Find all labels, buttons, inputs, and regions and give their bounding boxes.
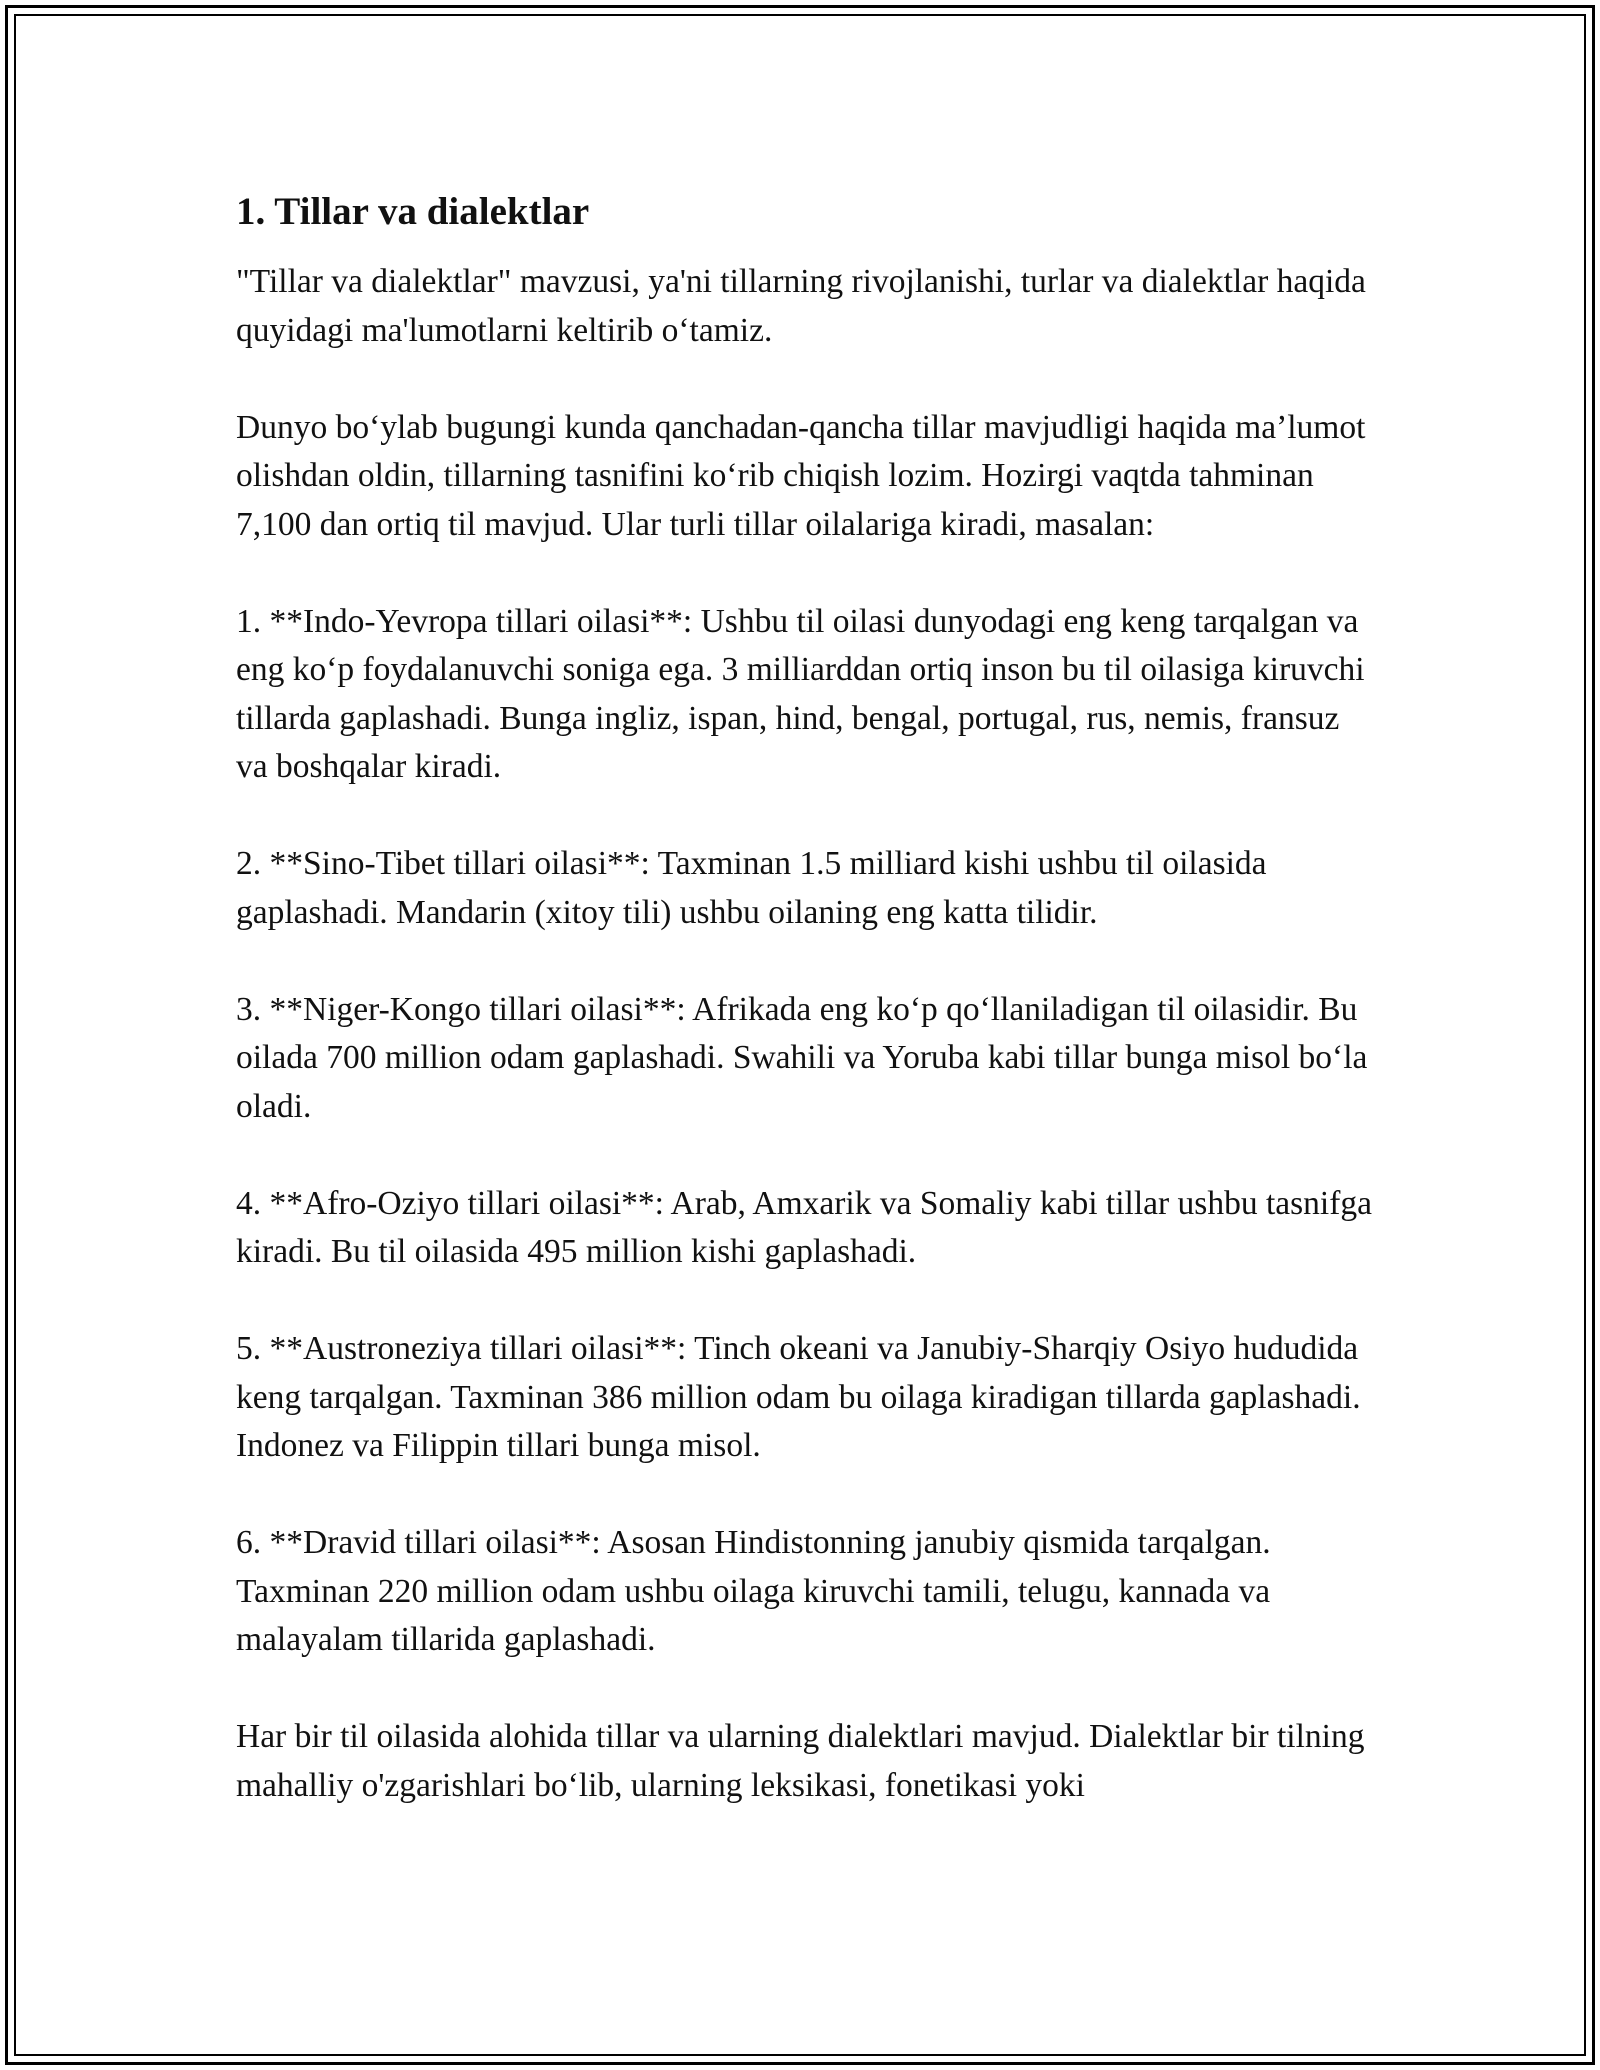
list-item-dravidian: 6. **Dravid tillari oilasi**: Asosan Hindistonning janubiy qismida tarqalgan. Taxminan 220 million odam ushbu oilaga kiruvchi tamili, telugu, kannada va malayalam tillarida gaplashadi. bbox=[236, 1524, 1271, 1658]
overview-paragraph: Dunyo bo‘ylab bugungi kunda qanchadan-qancha tillar mavjudligi haqida ma’lumot olishdan oldin, tillarning tasnifini ko‘rib chiqish lozim. Hozirgi vaqtda tahminan 7,100 dan ortiq til mavjud. Ular turli tillar oilalariga kiradi, masalan: bbox=[236, 408, 1366, 543]
list-item-afro-asiatic: 4. **Afro-Oziyo tillari oilasi**: Arab, Amxarik va Somaliy kabi tillar ushbu tasnifga kiradi. Bu til oilasida 495 million kishi gaplashadi. bbox=[236, 1184, 1373, 1270]
list-item-niger-congo: 3. **Niger-Kongo tillari oilasi**: Afrikada eng ko‘p qo‘llaniladigan til oilasidir. Bu oilada 700 million odam gaplashadi. Swahili va Yoruba kabi tillar bunga misol bo‘la oladi. bbox=[236, 990, 1368, 1125]
closing-paragraph: Har bir til oilasida alohida tillar va ularning dialektlari mavjud. Dialektlar bir tilning mahalliy o'zgarishlari bo‘lib, ularning leksikasi, fonetikasi yoki bbox=[236, 1718, 1365, 1804]
section-heading: 1. Tillar va dialektlar bbox=[236, 190, 590, 233]
document-body bbox=[236, 186, 1376, 1810]
list-item-sino-tibetan: 2. **Sino-Tibet tillari oilasi**: Taxminan 1.5 milliard kishi ushbu til oilasida gaplashadi. Mandarin (xitoy tili) ushbu oilaning eng katta tilidir. bbox=[236, 845, 1267, 931]
intro-paragraph: "Tillar va dialektlar" mavzusi, ya'ni tillarning rivojlanishi, turlar va dialektlar haqida quyidagi ma'lumotlarni keltirib o‘tamiz. bbox=[236, 263, 1366, 349]
list-item-austronesian: 5. **Austroneziya tillari oilasi**: Tinch okeani va Janubiy-Sharqiy Osiyo hududida keng tarqalgan. Taxminan 386 million odam bu oilaga kiradigan tillarda gaplashadi. Indonez va Filippin tillari bunga misol. bbox=[236, 1330, 1361, 1464]
list-item-indo-european: 1. **Indo-Yevropa tillari oilasi**: Ushbu til oilasi dunyodagi eng keng tarqalgan va eng ko‘p foydalanuvchi soniga ega. 3 milliarddan ortiq inson bu til oilasiga kiruvchi tillarda gaplashadi. Bunga ingliz, ispan, hind, bengal, portugal, rus, nemis, fransuz va boshqalar kiradi. bbox=[236, 602, 1365, 785]
